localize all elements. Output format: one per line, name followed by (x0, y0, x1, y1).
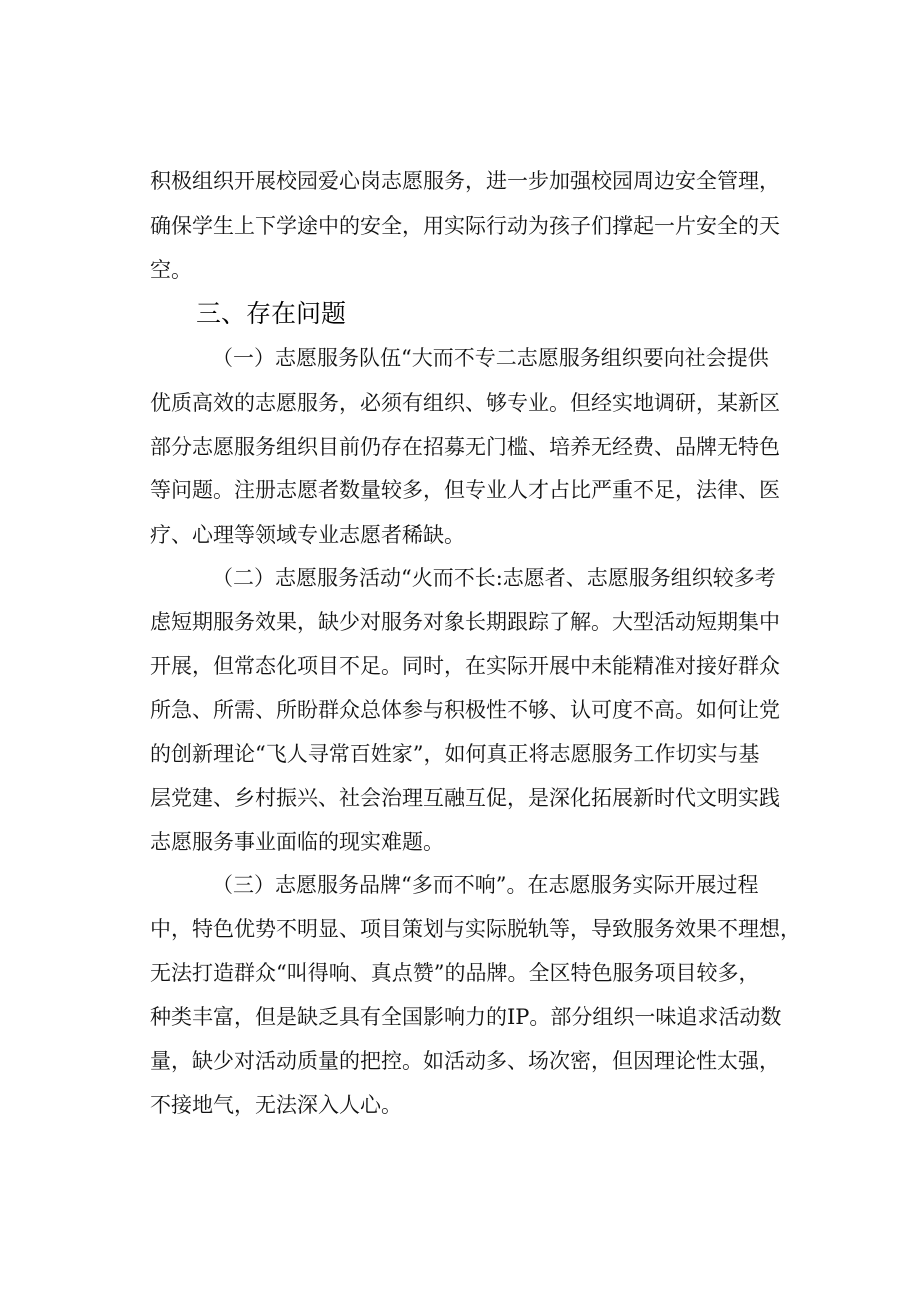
text-line: 不接地气，无法深入人心。 (150, 1093, 402, 1117)
text-line: 所急、所需、所盼群众总体参与积极性不够、认可度不高。如何让党 (150, 698, 780, 722)
section-heading: 三、存在问题 (196, 299, 347, 328)
text-line: 志愿服务事业面临的现实难题。 (150, 830, 444, 854)
text-line: 确保学生上下学途中的安全，用实际行动为孩子们撑起一片安全的天 (150, 214, 780, 238)
text-line: 无法打造群众“叫得响、真点赞”的品牌。全区特色服务项目较多， (150, 961, 760, 985)
text-line: 量，缺少对活动质量的把控。如活动多、场次密，但因理论性太强， (150, 1049, 780, 1073)
text-line: 疗、心理等领域专业志愿者稀缺。 (150, 523, 465, 547)
text-line: （三）志愿服务品牌“多而不响”。在志愿服务实际开展过程 (212, 873, 759, 897)
text-line: （二）志愿服务活动“火而不长:志愿者、志愿服务组织较多考 (212, 566, 776, 590)
text-line: 虑短期服务效果，缺少对服务对象长期跟踪了解。大型活动短期集中 (150, 610, 780, 634)
text-line: 空。 (150, 258, 192, 282)
text-line: （一）志愿服务队伍“大而不专二志愿服务组织要向社会提供 (212, 346, 769, 370)
text-line: 积极组织开展校园爱心岗志愿服务，进一步加强校园周边安全管理， (150, 169, 780, 193)
text-line: 层党建、乡村振兴、社会治理互融互促，是深化拓展新时代文明实践 (150, 786, 780, 810)
text-line: 开展，但常态化项目不足。同时，在实际开展中未能精准对接好群众 (150, 654, 780, 678)
text-line: 等问题。注册志愿者数量较多，但专业人才占比严重不足，法律、医 (150, 478, 780, 502)
text-line: 部分志愿服务组织目前仍存在招募无门槛、培养无经费、品牌无特色 (150, 435, 780, 459)
text-line: 种类丰富，但是缺乏具有全国影响力的IP。部分组织一味追求活动数 (150, 1005, 782, 1029)
text-line: 中，特色优势不明显、项目策划与实际脱轨等，导致服务效果不理想， (150, 917, 801, 941)
text-line: 的创新理论“飞人寻常百姓家”，如何真正将志愿服务工作切实与基 (150, 742, 760, 766)
text-line: 优质高效的志愿服务，必须有组织、够专业。但经实地调研，某新区 (150, 391, 780, 415)
